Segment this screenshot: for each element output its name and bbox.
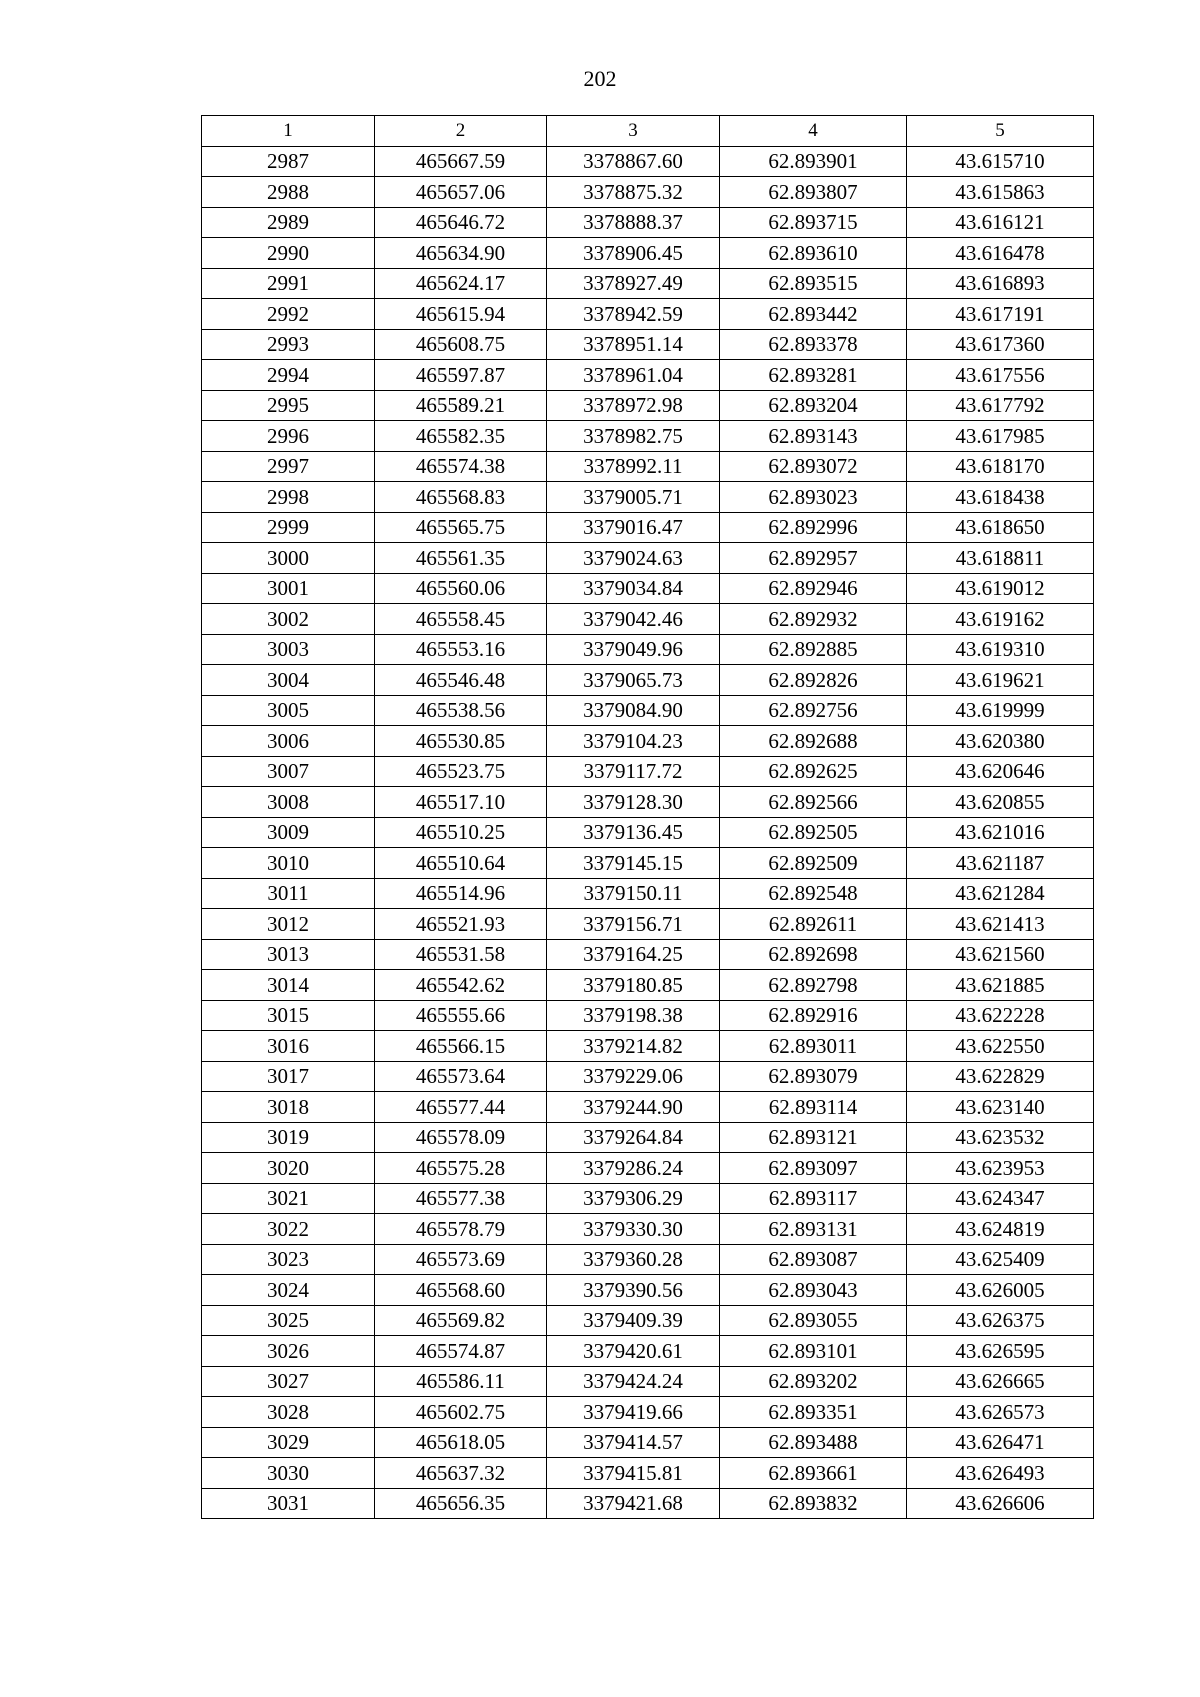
table-cell: 3379104.23 [547,726,720,757]
table-row [202,665,1094,696]
table-cell: 43.619310 [907,634,1094,665]
table-cell: 465517.10 [375,787,547,818]
table-cell: 465574.87 [375,1336,547,1367]
table-row [202,573,1094,604]
table-cell: 43.623953 [907,1153,1094,1184]
table-cell: 62.892505 [720,817,907,848]
table-cell: 62.893807 [720,177,907,208]
table-cell: 62.893378 [720,329,907,360]
table-cell: 465578.79 [375,1214,547,1245]
table-cell: 465618.05 [375,1427,547,1458]
table-cell: 465608.75 [375,329,547,360]
table-cell: 62.893901 [720,146,907,177]
table-cell: 465574.38 [375,451,547,482]
table-cell: 3378867.60 [547,146,720,177]
table-cell: 465510.64 [375,848,547,879]
table-cell: 465560.06 [375,573,547,604]
table-cell: 3379145.15 [547,848,720,879]
table-cell: 465597.87 [375,360,547,391]
table-cell: 62.892756 [720,695,907,726]
table-cell: 43.616121 [907,207,1094,238]
table-cell: 3379264.84 [547,1122,720,1153]
table-cell: 62.892548 [720,878,907,909]
table-cell: 3379244.90 [547,1092,720,1123]
table-cell: 3009 [202,817,375,848]
table-cell: 43.616893 [907,268,1094,299]
table-cell: 3031 [202,1488,375,1519]
table-cell: 3379421.68 [547,1488,720,1519]
table-cell: 3000 [202,543,375,574]
table-cell: 3379084.90 [547,695,720,726]
table-cell: 465510.25 [375,817,547,848]
table-cell: 43.618650 [907,512,1094,543]
coordinates-table [201,115,1094,1519]
table-cell: 43.616478 [907,238,1094,269]
table-cell: 62.893488 [720,1427,907,1458]
table-cell: 3007 [202,756,375,787]
column-header: 3 [547,116,720,147]
table-cell: 62.892698 [720,939,907,970]
table-cell: 465573.64 [375,1061,547,1092]
table-row [202,329,1094,360]
table-cell: 43.617985 [907,421,1094,452]
table-cell: 62.893121 [720,1122,907,1153]
column-header: 5 [907,116,1094,147]
table-cell: 43.621284 [907,878,1094,909]
table-cell: 465667.59 [375,146,547,177]
table-row [202,756,1094,787]
table-cell: 2992 [202,299,375,330]
table-row [202,1214,1094,1245]
table-cell: 3379164.25 [547,939,720,970]
table-cell: 3016 [202,1031,375,1062]
table-cell: 465568.60 [375,1275,547,1306]
table-row [202,360,1094,391]
table-row [202,299,1094,330]
table-cell: 2991 [202,268,375,299]
column-header: 1 [202,116,375,147]
table-cell: 3018 [202,1092,375,1123]
table-cell: 62.892625 [720,756,907,787]
table-cell: 3019 [202,1122,375,1153]
table-cell: 62.893281 [720,360,907,391]
table-cell: 3378992.11 [547,451,720,482]
table-cell: 3379150.11 [547,878,720,909]
column-header: 4 [720,116,907,147]
table-cell: 3379360.28 [547,1244,720,1275]
table-cell: 43.626573 [907,1397,1094,1428]
table-row [202,482,1094,513]
table-cell: 62.893079 [720,1061,907,1092]
table-cell: 2995 [202,390,375,421]
table-cell: 465565.75 [375,512,547,543]
table-cell: 465568.83 [375,482,547,513]
table-row [202,1397,1094,1428]
table-cell: 62.892688 [720,726,907,757]
table-row [202,1488,1094,1519]
table-cell: 43.626665 [907,1366,1094,1397]
table-cell: 2997 [202,451,375,482]
table-cell: 465542.62 [375,970,547,1001]
table-cell: 43.625409 [907,1244,1094,1275]
table-cell: 3378961.04 [547,360,720,391]
table-cell: 43.618811 [907,543,1094,574]
table-cell: 2993 [202,329,375,360]
table-cell: 465615.94 [375,299,547,330]
table-cell: 3378942.59 [547,299,720,330]
table-cell: 3379034.84 [547,573,720,604]
table-cell: 3379016.47 [547,512,720,543]
table-cell: 465577.44 [375,1092,547,1123]
table-cell: 43.620380 [907,726,1094,757]
table-cell: 43.619621 [907,665,1094,696]
table-row [202,939,1094,970]
table-cell: 2989 [202,207,375,238]
table-row [202,1183,1094,1214]
table-cell: 43.621885 [907,970,1094,1001]
table-cell: 62.893515 [720,268,907,299]
table-cell: 465657.06 [375,177,547,208]
table-row [202,177,1094,208]
table-cell: 465656.35 [375,1488,547,1519]
table-cell: 465555.66 [375,1000,547,1031]
table-cell: 43.618438 [907,482,1094,513]
table-row [202,421,1094,452]
table-cell: 3378927.49 [547,268,720,299]
table-cell: 62.893114 [720,1092,907,1123]
table-cell: 3379005.71 [547,482,720,513]
table-cell: 2988 [202,177,375,208]
table-cell: 62.893055 [720,1305,907,1336]
table-cell: 43.617191 [907,299,1094,330]
table-cell: 3005 [202,695,375,726]
table-cell: 43.617556 [907,360,1094,391]
table-cell: 43.626606 [907,1488,1094,1519]
table-cell: 62.892826 [720,665,907,696]
table-cell: 3024 [202,1275,375,1306]
table-row [202,787,1094,818]
table-cell: 3379229.06 [547,1061,720,1092]
table-cell: 3013 [202,939,375,970]
table-cell: 43.618170 [907,451,1094,482]
table-cell: 465637.32 [375,1458,547,1489]
table-cell: 3379420.61 [547,1336,720,1367]
table-cell: 465566.15 [375,1031,547,1062]
table-cell: 43.622550 [907,1031,1094,1062]
table-cell: 465558.45 [375,604,547,635]
table-cell: 43.621016 [907,817,1094,848]
table-row [202,726,1094,757]
table-cell: 3010 [202,848,375,879]
table-cell: 43.623140 [907,1092,1094,1123]
table-cell: 2990 [202,238,375,269]
table-cell: 3379128.30 [547,787,720,818]
table-cell: 465561.35 [375,543,547,574]
table-row [202,512,1094,543]
table-row [202,1427,1094,1458]
table-cell: 3379419.66 [547,1397,720,1428]
table-cell: 3379424.24 [547,1366,720,1397]
table-row [202,1366,1094,1397]
table-cell: 2998 [202,482,375,513]
table-cell: 62.892957 [720,543,907,574]
table-cell: 3379180.85 [547,970,720,1001]
column-header: 2 [375,116,547,147]
table-cell: 465646.72 [375,207,547,238]
table-cell: 43.626375 [907,1305,1094,1336]
table-row [202,1336,1094,1367]
table-cell: 2994 [202,360,375,391]
table-cell: 43.622829 [907,1061,1094,1092]
table-cell: 2987 [202,146,375,177]
table-row [202,390,1094,421]
table-cell: 465586.11 [375,1366,547,1397]
table-cell: 3379117.72 [547,756,720,787]
table-cell: 3379330.30 [547,1214,720,1245]
table-cell: 465602.75 [375,1397,547,1428]
table-cell: 465634.90 [375,238,547,269]
table-cell: 465569.82 [375,1305,547,1336]
table-cell: 43.626005 [907,1275,1094,1306]
table-cell: 465546.48 [375,665,547,696]
table-cell: 3008 [202,787,375,818]
table-row [202,238,1094,269]
table-row [202,268,1094,299]
table-cell: 3379024.63 [547,543,720,574]
table-cell: 3379306.29 [547,1183,720,1214]
table-cell: 3379415.81 [547,1458,720,1489]
table-cell: 465553.16 [375,634,547,665]
table-cell: 62.893117 [720,1183,907,1214]
table-cell: 465538.56 [375,695,547,726]
table-cell: 43.621560 [907,939,1094,970]
table-cell: 3022 [202,1214,375,1245]
table-cell: 3379286.24 [547,1153,720,1184]
table-cell: 3028 [202,1397,375,1428]
table-cell: 3006 [202,726,375,757]
table-row [202,1275,1094,1306]
table-cell: 3379049.96 [547,634,720,665]
table-cell: 62.893351 [720,1397,907,1428]
table-row [202,207,1094,238]
table-cell: 62.893087 [720,1244,907,1275]
table-cell: 62.892946 [720,573,907,604]
table-cell: 3020 [202,1153,375,1184]
table-cell: 62.893043 [720,1275,907,1306]
table-cell: 465531.58 [375,939,547,970]
table-cell: 62.893202 [720,1366,907,1397]
table-cell: 62.892932 [720,604,907,635]
table-cell: 465530.85 [375,726,547,757]
table-cell: 3379414.57 [547,1427,720,1458]
table-cell: 62.893023 [720,482,907,513]
table-header-row [202,116,1094,147]
table-cell: 43.617792 [907,390,1094,421]
table-cell: 3378951.14 [547,329,720,360]
table-cell: 43.617360 [907,329,1094,360]
table-cell: 62.893131 [720,1214,907,1245]
table-row [202,878,1094,909]
table-cell: 465589.21 [375,390,547,421]
table-cell: 2996 [202,421,375,452]
table-row [202,1153,1094,1184]
table-row [202,1458,1094,1489]
table-row [202,970,1094,1001]
table-cell: 3379409.39 [547,1305,720,1336]
table-cell: 3379042.46 [547,604,720,635]
table-row [202,451,1094,482]
page-number: 202 [583,66,617,91]
table-cell: 62.892885 [720,634,907,665]
table-cell: 3378972.98 [547,390,720,421]
table-cell: 465578.09 [375,1122,547,1153]
table-cell: 43.621413 [907,909,1094,940]
table-row [202,848,1094,879]
table-row [202,817,1094,848]
table-cell: 43.622228 [907,1000,1094,1031]
table-cell: 3011 [202,878,375,909]
table-cell: 3017 [202,1061,375,1092]
table-cell: 43.621187 [907,848,1094,879]
table-cell: 43.626595 [907,1336,1094,1367]
table-cell: 62.893442 [720,299,907,330]
table-cell: 465523.75 [375,756,547,787]
table-cell: 3027 [202,1366,375,1397]
table-cell: 62.893072 [720,451,907,482]
table-row [202,1244,1094,1275]
table-cell: 62.892916 [720,1000,907,1031]
table-cell: 43.620855 [907,787,1094,818]
table-row [202,1061,1094,1092]
table-cell: 3012 [202,909,375,940]
table-row [202,1031,1094,1062]
table-row [202,695,1094,726]
table-row [202,1092,1094,1123]
table-cell: 3004 [202,665,375,696]
table-cell: 43.615863 [907,177,1094,208]
table-cell: 3379136.45 [547,817,720,848]
table-cell: 3030 [202,1458,375,1489]
table-cell: 43.619012 [907,573,1094,604]
table-cell: 3015 [202,1000,375,1031]
table-cell: 465577.38 [375,1183,547,1214]
table-cell: 3378888.37 [547,207,720,238]
table-row [202,634,1094,665]
table-cell: 43.624347 [907,1183,1094,1214]
table-cell: 62.892509 [720,848,907,879]
table-cell: 43.626471 [907,1427,1094,1458]
table-cell: 62.893715 [720,207,907,238]
table-cell: 43.615710 [907,146,1094,177]
table-row [202,1305,1094,1336]
table-row [202,1122,1094,1153]
table-cell: 62.893143 [720,421,907,452]
table-cell: 62.893097 [720,1153,907,1184]
table-cell: 3023 [202,1244,375,1275]
table-cell: 3029 [202,1427,375,1458]
table-cell: 62.893610 [720,238,907,269]
table-cell: 62.892798 [720,970,907,1001]
table-cell: 3378906.45 [547,238,720,269]
table-cell: 3014 [202,970,375,1001]
table-cell: 3026 [202,1336,375,1367]
table-cell: 62.893101 [720,1336,907,1367]
table-row [202,543,1094,574]
table-cell: 62.893661 [720,1458,907,1489]
table-cell: 3025 [202,1305,375,1336]
table-cell: 465582.35 [375,421,547,452]
table-cell: 2999 [202,512,375,543]
table-cell: 465575.28 [375,1153,547,1184]
table-cell: 62.893011 [720,1031,907,1062]
table-cell: 3379214.82 [547,1031,720,1062]
table-cell: 465521.93 [375,909,547,940]
table-row [202,146,1094,177]
table-cell: 465624.17 [375,268,547,299]
table-body [202,146,1094,1519]
table-cell: 3379156.71 [547,909,720,940]
table-row [202,1000,1094,1031]
table-cell: 3379065.73 [547,665,720,696]
table-cell: 3003 [202,634,375,665]
table-cell: 3001 [202,573,375,604]
table-cell: 43.626493 [907,1458,1094,1489]
table-row [202,604,1094,635]
table-cell: 3378875.32 [547,177,720,208]
table-cell: 3379198.38 [547,1000,720,1031]
table-cell: 43.624819 [907,1214,1094,1245]
table-row [202,909,1094,940]
table-cell: 43.620646 [907,756,1094,787]
table-cell: 3379390.56 [547,1275,720,1306]
table-cell: 3378982.75 [547,421,720,452]
table-cell: 465573.69 [375,1244,547,1275]
table-cell: 465514.96 [375,878,547,909]
table-cell: 43.623532 [907,1122,1094,1153]
table-cell: 62.892611 [720,909,907,940]
table-cell: 62.892566 [720,787,907,818]
table-cell: 3002 [202,604,375,635]
table-cell: 62.892996 [720,512,907,543]
table-cell: 43.619162 [907,604,1094,635]
table-cell: 62.893204 [720,390,907,421]
table-cell: 43.619999 [907,695,1094,726]
table-cell: 3021 [202,1183,375,1214]
table-cell: 62.893832 [720,1488,907,1519]
